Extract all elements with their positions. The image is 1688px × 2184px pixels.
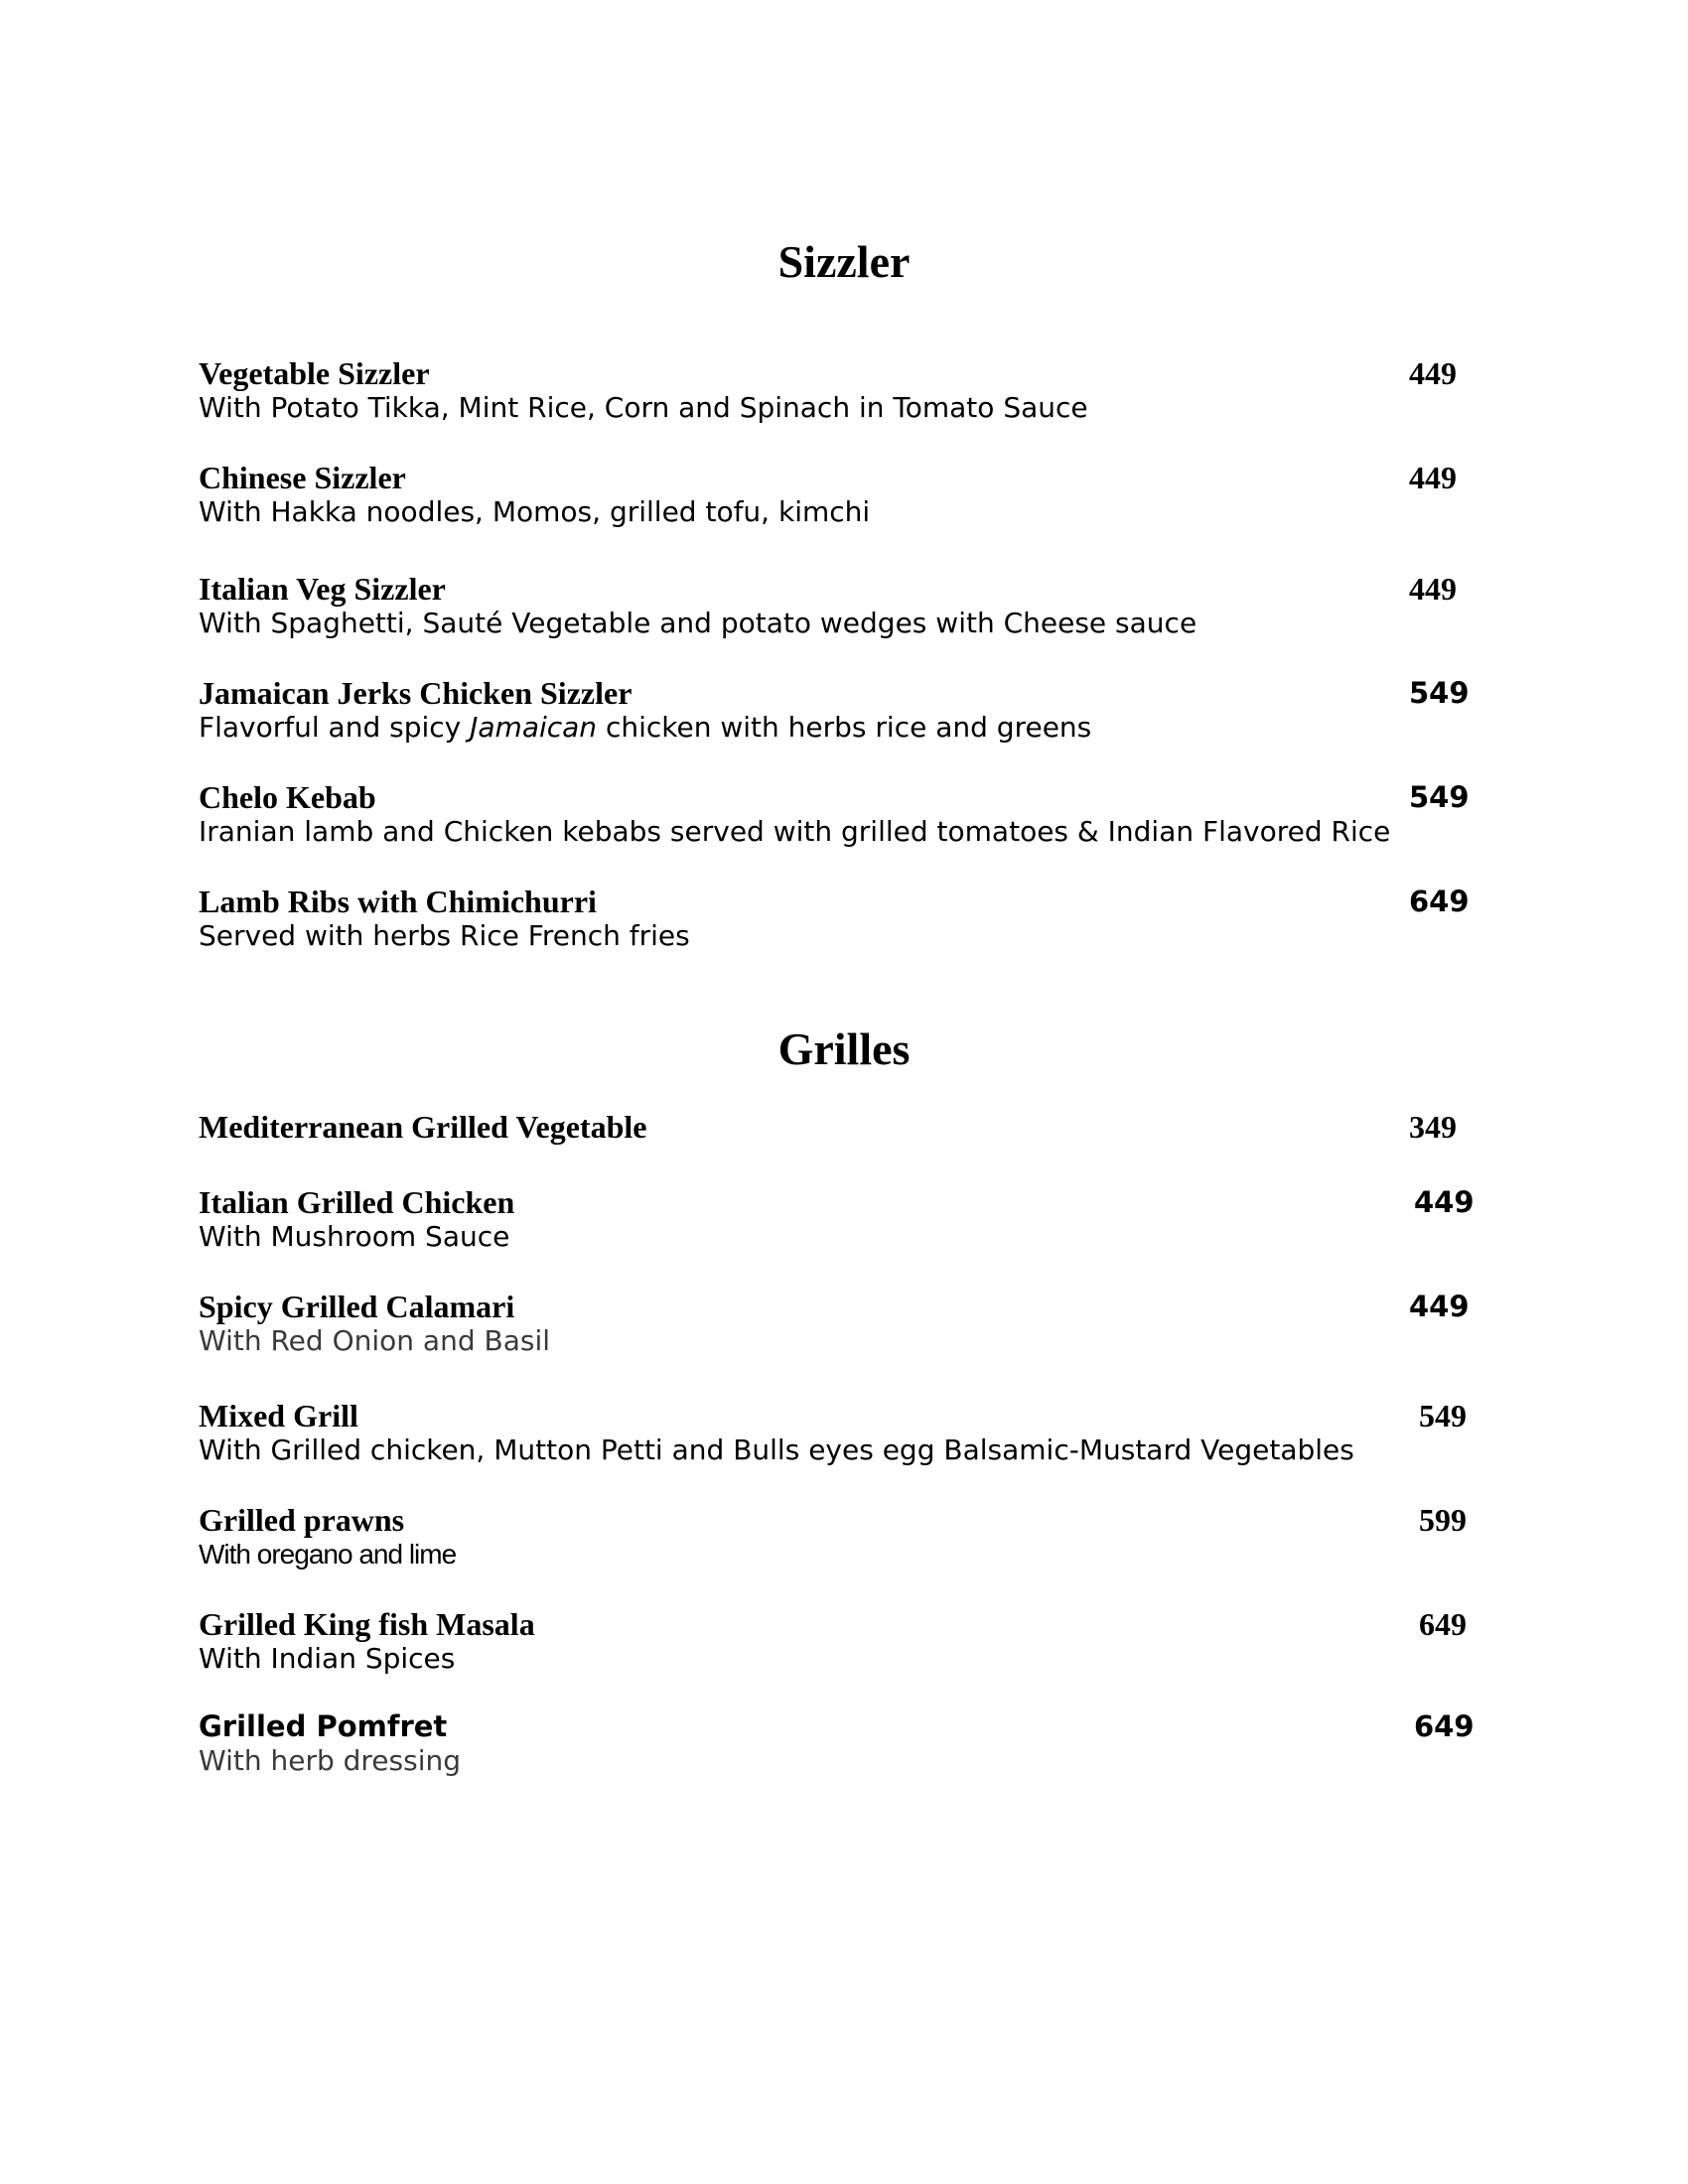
item-name: Italian Grilled Chicken [199, 1184, 515, 1220]
item-description: With herb dressing [199, 1744, 462, 1777]
item-name: Mediterranean Grilled Vegetable [199, 1109, 647, 1145]
section-title-grilles: Grilles [777, 1024, 911, 1074]
item-price: 649 [1414, 1709, 1475, 1743]
menu-item [199, 1398, 1479, 1467]
item-price: 549 [1409, 676, 1470, 710]
item-price: 449 [1409, 1290, 1470, 1323]
item-price: 599 [1419, 1502, 1467, 1538]
menu-item [199, 1606, 1479, 1676]
menu-item [199, 1502, 1479, 1571]
item-price: 449 [1414, 1185, 1475, 1219]
item-description [199, 711, 1479, 745]
item-description: Iranian lamb and Chicken kebabs served with grilled tomatoes & Indian Flavored Rice [199, 815, 1391, 848]
item-name: Italian Veg Sizzler [199, 571, 446, 607]
item-description: With oregano and lime [199, 1539, 457, 1570]
menu-item [199, 1184, 1479, 1254]
item-price: 649 [1419, 1606, 1467, 1642]
item-description: With Indian Spices [199, 1642, 456, 1675]
menu-item [199, 779, 1479, 849]
item-price: 449 [1409, 571, 1457, 607]
item-name: Spicy Grilled Calamari [199, 1289, 515, 1324]
menu-item [199, 1289, 1479, 1358]
item-name: Grilled King fish Masala [199, 1606, 535, 1642]
item-name: Grilled Pomfret [199, 1709, 448, 1743]
item-price: 549 [1419, 1398, 1467, 1433]
item-name: Jamaican Jerks Chicken Sizzler [199, 675, 633, 711]
menu-item [199, 1708, 1479, 1778]
item-description: With Red Onion and Basil [199, 1324, 551, 1357]
menu-item [199, 571, 1479, 640]
item-price: 449 [1409, 355, 1457, 391]
item-description: With Hakka noodles, Momos, grilled tofu, kimchi [199, 495, 871, 528]
item-description-part: chicken with herbs rice and greens [597, 711, 1092, 744]
menu-item [199, 884, 1479, 953]
item-name: Chinese Sizzler [199, 460, 406, 495]
item-name: Grilled prawns [199, 1502, 405, 1538]
item-price: 449 [1409, 460, 1457, 495]
menu-item [199, 1109, 1479, 1145]
item-description-part: Flavorful and spicy [199, 711, 471, 744]
item-name: Vegetable Sizzler [199, 355, 430, 391]
item-description: With Potato Tikka, Mint Rice, Corn and Spinach in Tomato Sauce [199, 391, 1088, 424]
item-description: With Mushroom Sauce [199, 1220, 510, 1253]
section-title-sizzler: Sizzler [777, 236, 911, 287]
menu-item [199, 460, 1479, 529]
item-name: Chelo Kebab [199, 779, 376, 815]
menu-item [199, 675, 1479, 745]
item-description: Served with herbs Rice French fries [199, 919, 690, 952]
item-description: With Grilled chicken, Mutton Petti and Bulls eyes egg Balsamic-Mustard Vegetables [199, 1433, 1354, 1466]
item-price: 549 [1409, 780, 1470, 814]
item-name: Lamb Ribs with Chimichurri [199, 884, 597, 919]
item-description: With Spaghetti, Sauté Vegetable and potato wedges with Cheese sauce [199, 607, 1197, 639]
item-price: 349 [1409, 1109, 1457, 1145]
item-price: 649 [1409, 885, 1470, 918]
item-description-italic: Jamaican [470, 711, 598, 744]
item-name: Mixed Grill [199, 1398, 358, 1433]
menu-item [199, 355, 1479, 425]
